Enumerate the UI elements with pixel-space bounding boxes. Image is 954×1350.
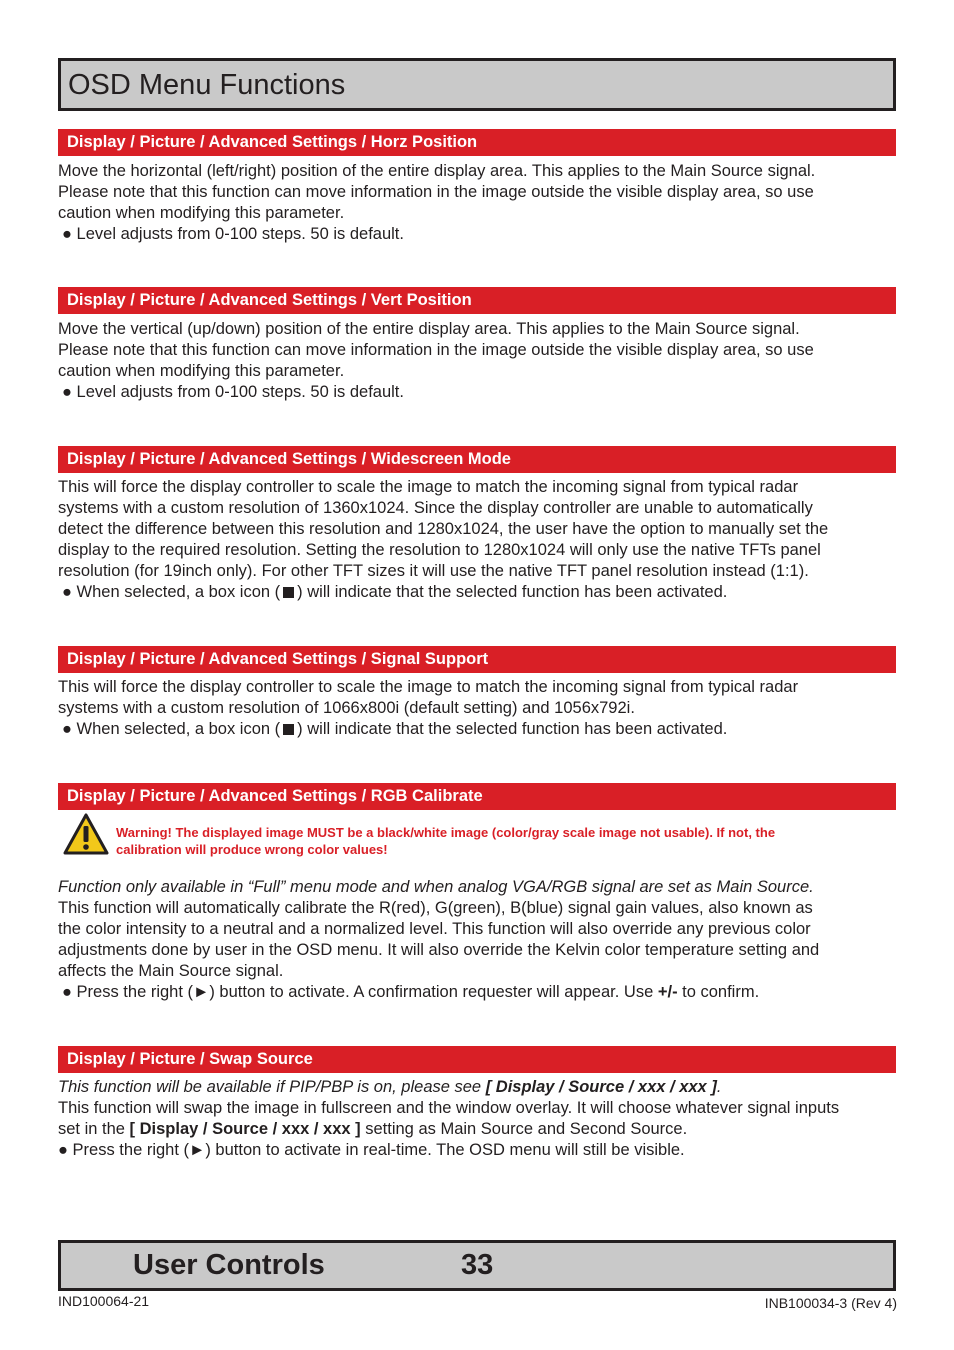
- body-line: This function will swap the image in fullscreen and the window overlay. It will choose whatever signal inputs: [58, 1099, 840, 1117]
- box-icon: [283, 724, 294, 735]
- body-line: This will force the display controller to scale the image to match the incoming signal from typical radar: [58, 478, 799, 496]
- bullet-item: ● Press the right (►) button to activate in real-time. The OSD menu will still be visible.: [58, 1141, 685, 1159]
- warning-message: [116, 824, 886, 858]
- bullet-item: [58, 982, 898, 1003]
- page-number: 33: [461, 1249, 494, 1281]
- section-body-swap-source: [58, 1077, 898, 1161]
- bullet-text-post: to confirm.: [677, 983, 760, 1001]
- section-body-horz-position: [58, 161, 898, 245]
- section-body-signal-support: [58, 677, 898, 740]
- section-heading-signal-support: Display / Picture / Advanced Settings / Signal Support: [58, 646, 896, 673]
- body-line: Please note that this function can move information in the image outside the visible display area, so use: [58, 183, 814, 201]
- body-line: the color intensity to a neutral and a normalized level. This function will also override any previous color: [58, 920, 811, 938]
- body-line: [58, 1119, 898, 1140]
- page-title: OSD Menu Functions: [68, 69, 346, 101]
- body-line: This function will automatically calibrate the R(red), G(green), B(blue) signal gain values, also known as: [58, 899, 813, 917]
- bullet-item: [58, 719, 898, 740]
- doc-code-right: INB100034-3 (Rev 4): [764, 1295, 897, 1311]
- section-heading-rgb-calibrate: Display / Picture / Advanced Settings / RGB Calibrate: [58, 783, 896, 810]
- box-icon: [283, 587, 294, 598]
- doc-code-left: IND100064-21: [58, 1293, 150, 1309]
- section-body-rgb-calibrate: [58, 877, 898, 1003]
- body-line: affects the Main Source signal.: [58, 962, 284, 980]
- bullet-key: +/-: [657, 983, 678, 1001]
- bullet-text-pre: ● When selected, a box icon (: [62, 720, 281, 738]
- availability-note: Function only available in “Full” menu mode and when analog VGA/RGB signal are set as Main Source.: [58, 878, 814, 896]
- bullet-text-post: ) will indicate that the selected function has been activated.: [297, 583, 728, 601]
- section-heading-widescreen-mode: Display / Picture / Advanced Settings / Widescreen Mode: [58, 446, 896, 473]
- availability-note: [58, 1077, 898, 1098]
- body-line: display to the required resolution. Setting the resolution to 1280x1024 will only use the native TFTs panel: [58, 541, 821, 559]
- body-line: detect the difference between this resolution and 1280x1024, the user have the option to manually set the: [58, 520, 829, 538]
- section-body-widescreen-mode: [58, 477, 898, 603]
- body-text-pre: set in the: [58, 1120, 130, 1138]
- bullet-item: [58, 582, 898, 603]
- body-line: systems with a custom resolution of 1066x800i (default setting) and 1056x792i.: [58, 699, 635, 717]
- footer-bar: [58, 1240, 896, 1291]
- warning-triangle-icon: [62, 812, 110, 856]
- warning-line: calibration will produce wrong color values!: [116, 842, 388, 857]
- body-line: This will force the display controller to scale the image to match the incoming signal from typical radar: [58, 678, 799, 696]
- note-text-post: .: [716, 1078, 722, 1096]
- bullet-text-post: ) will indicate that the selected function has been activated.: [297, 720, 728, 738]
- body-line: Please note that this function can move information in the image outside the visible display area, so use: [58, 341, 814, 359]
- body-menu-path: [ Display / Source / xxx / xxx ]: [129, 1120, 361, 1138]
- warning-line: Warning! The displayed image MUST be a black/white image (color/gray scale image not usable). If not, the: [116, 825, 776, 840]
- footer-section-name: User Controls: [133, 1249, 325, 1281]
- body-line: systems with a custom resolution of 1360x1024. Since the display controller are unable to automatically: [58, 499, 813, 517]
- bullet-item: ● Level adjusts from 0-100 steps. 50 is default.: [62, 225, 404, 243]
- page-title-bar: [58, 58, 896, 111]
- bullet-item: ● Level adjusts from 0-100 steps. 50 is default.: [62, 383, 404, 401]
- body-line: Move the horizontal (left/right) position of the entire display area. This applies to the Main Source signal.: [58, 162, 816, 180]
- section-body-vert-position: [58, 319, 898, 403]
- section-heading-vert-position: Display / Picture / Advanced Settings / Vert Position: [58, 287, 896, 314]
- bullet-text-pre: ● Press the right (►) button to activate. A confirmation requester will appear. Use: [62, 983, 658, 1001]
- section-heading-swap-source: Display / Picture / Swap Source: [58, 1046, 896, 1073]
- note-menu-path: [ Display / Source / xxx / xxx ]: [485, 1078, 717, 1096]
- note-text-pre: This function will be available if PIP/PBP is on, please see: [58, 1078, 486, 1096]
- body-line: caution when modifying this parameter.: [58, 362, 345, 380]
- bullet-text-pre: ● When selected, a box icon (: [62, 583, 281, 601]
- body-text-post: setting as Main Source and Second Source.: [360, 1120, 688, 1138]
- body-line: resolution (for 19inch only). For other TFT sizes it will use the native TFT panel resolution instead (1:1).: [58, 562, 809, 580]
- section-heading-horz-position: Display / Picture / Advanced Settings / Horz Position: [58, 129, 896, 156]
- body-line: caution when modifying this parameter.: [58, 204, 345, 222]
- body-line: adjustments done by user in the OSD menu. It will also override the Kelvin color temperature setting and: [58, 941, 820, 959]
- body-line: Move the vertical (up/down) position of the entire display area. This applies to the Main Source signal.: [58, 320, 800, 338]
